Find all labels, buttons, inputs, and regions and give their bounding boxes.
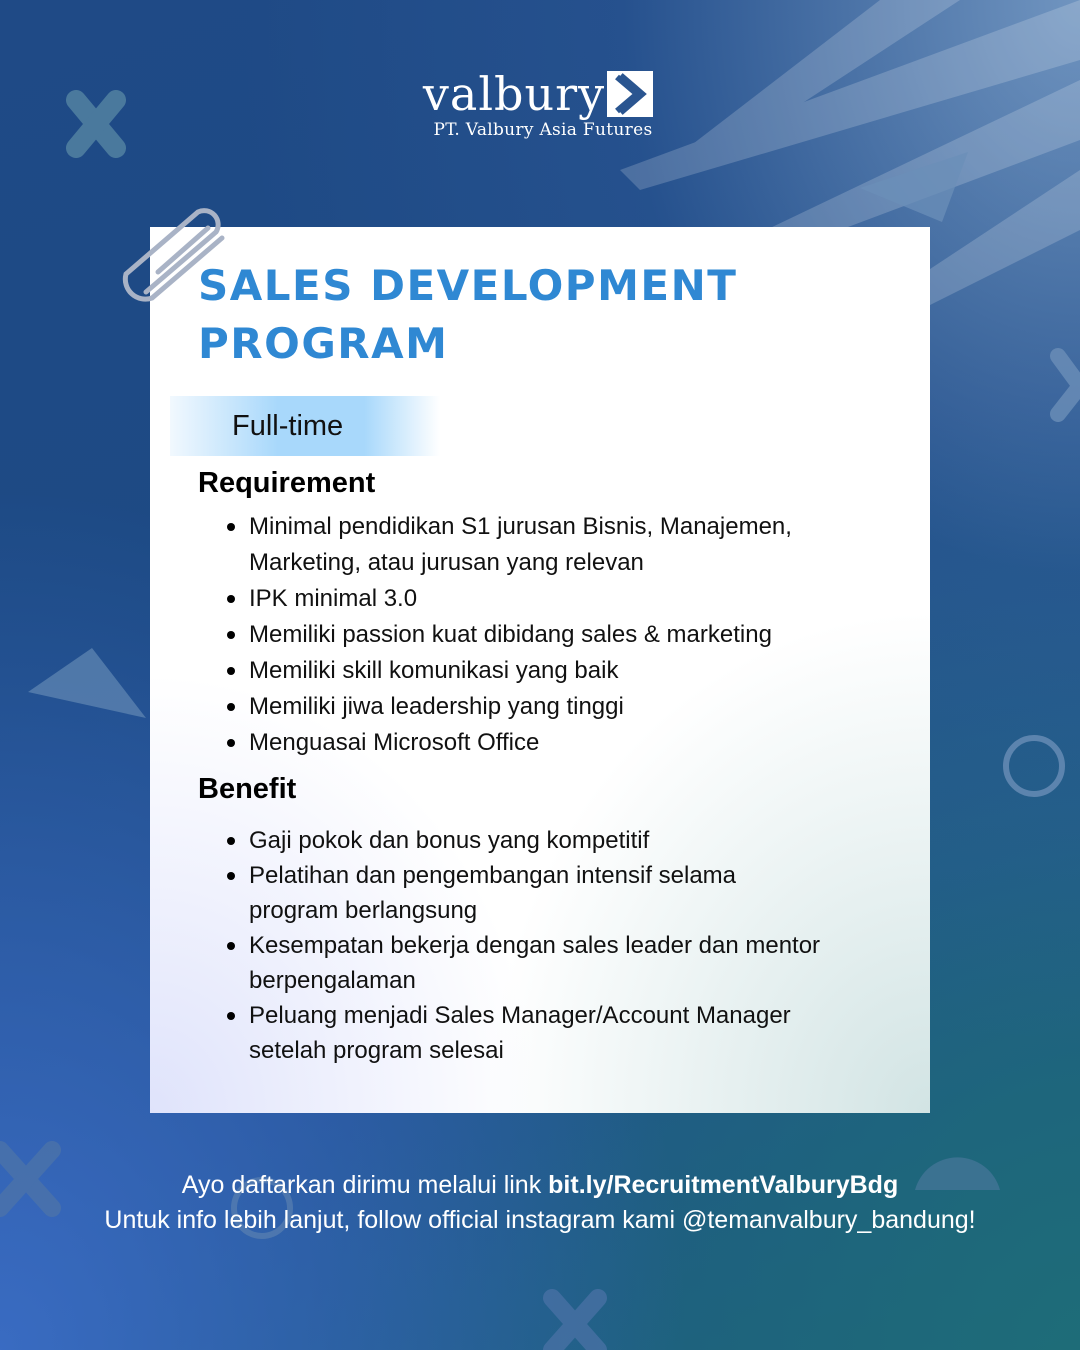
- registration-link[interactable]: bit.ly/RecruitmentValburyBdg: [548, 1171, 899, 1199]
- employment-type-badge: [170, 396, 440, 456]
- list-item: Memiliki passion kuat dibidang sales & marketing: [249, 617, 869, 653]
- footer-line-2: Untuk info lebih lanjut, follow official instagram kami @temanvalbury_bandung!: [104, 1206, 976, 1234]
- triangle-shape-icon: [28, 648, 146, 718]
- logo-arrow-icon: [607, 69, 657, 119]
- job-title: [198, 257, 737, 373]
- list-item: Menguasai Microsoft Office: [249, 725, 869, 761]
- benefit-heading: Benefit: [198, 773, 297, 805]
- list-item: IPK minimal 3.0: [249, 581, 869, 617]
- employment-type-label: Full-time: [232, 409, 344, 442]
- footer-call-to-action: [0, 1168, 1080, 1238]
- requirement-heading: Requirement: [198, 467, 376, 499]
- footer-line-1: [0, 1168, 1080, 1203]
- list-item: Kesempatan bekerja dengan sales leader dan mentor berpengalaman: [249, 928, 829, 998]
- circle-shape-icon: [1006, 738, 1062, 794]
- company-name: PT. Valbury Asia Futures: [433, 120, 653, 140]
- footer-registration-text: Ayo daftarkan dirimu melalui link: [181, 1171, 549, 1199]
- brand-logo: [0, 68, 1080, 140]
- job-title-line-2: PROGRAM: [198, 319, 449, 368]
- paperclip-icon: [112, 200, 242, 310]
- job-card: [150, 227, 930, 1113]
- list-item: Memiliki jiwa leadership yang tinggi: [249, 689, 869, 725]
- list-item: Peluang menjadi Sales Manager/Account Manager setelah program selesai: [249, 998, 829, 1068]
- list-item: Minimal pendidikan S1 jurusan Bisnis, Manajemen, Marketing, atau jurusan yang relevan: [249, 509, 869, 581]
- x-shape-icon: [552, 1298, 598, 1350]
- requirement-list: [249, 509, 869, 761]
- list-item: Memiliki skill komunikasi yang baik: [249, 653, 869, 689]
- triangle-shape-icon: [860, 152, 968, 222]
- logo-wordmark: valbury: [422, 67, 606, 121]
- list-item: Gaji pokok dan bonus yang kompetitif: [249, 823, 829, 858]
- list-item: Pelatihan dan pengembangan intensif selama program berlangsung: [249, 858, 829, 928]
- chevron-shape-icon: [1058, 356, 1080, 414]
- job-title-line-1: SALES DEVELOPMENT: [198, 261, 738, 310]
- benefit-list: [249, 823, 829, 1068]
